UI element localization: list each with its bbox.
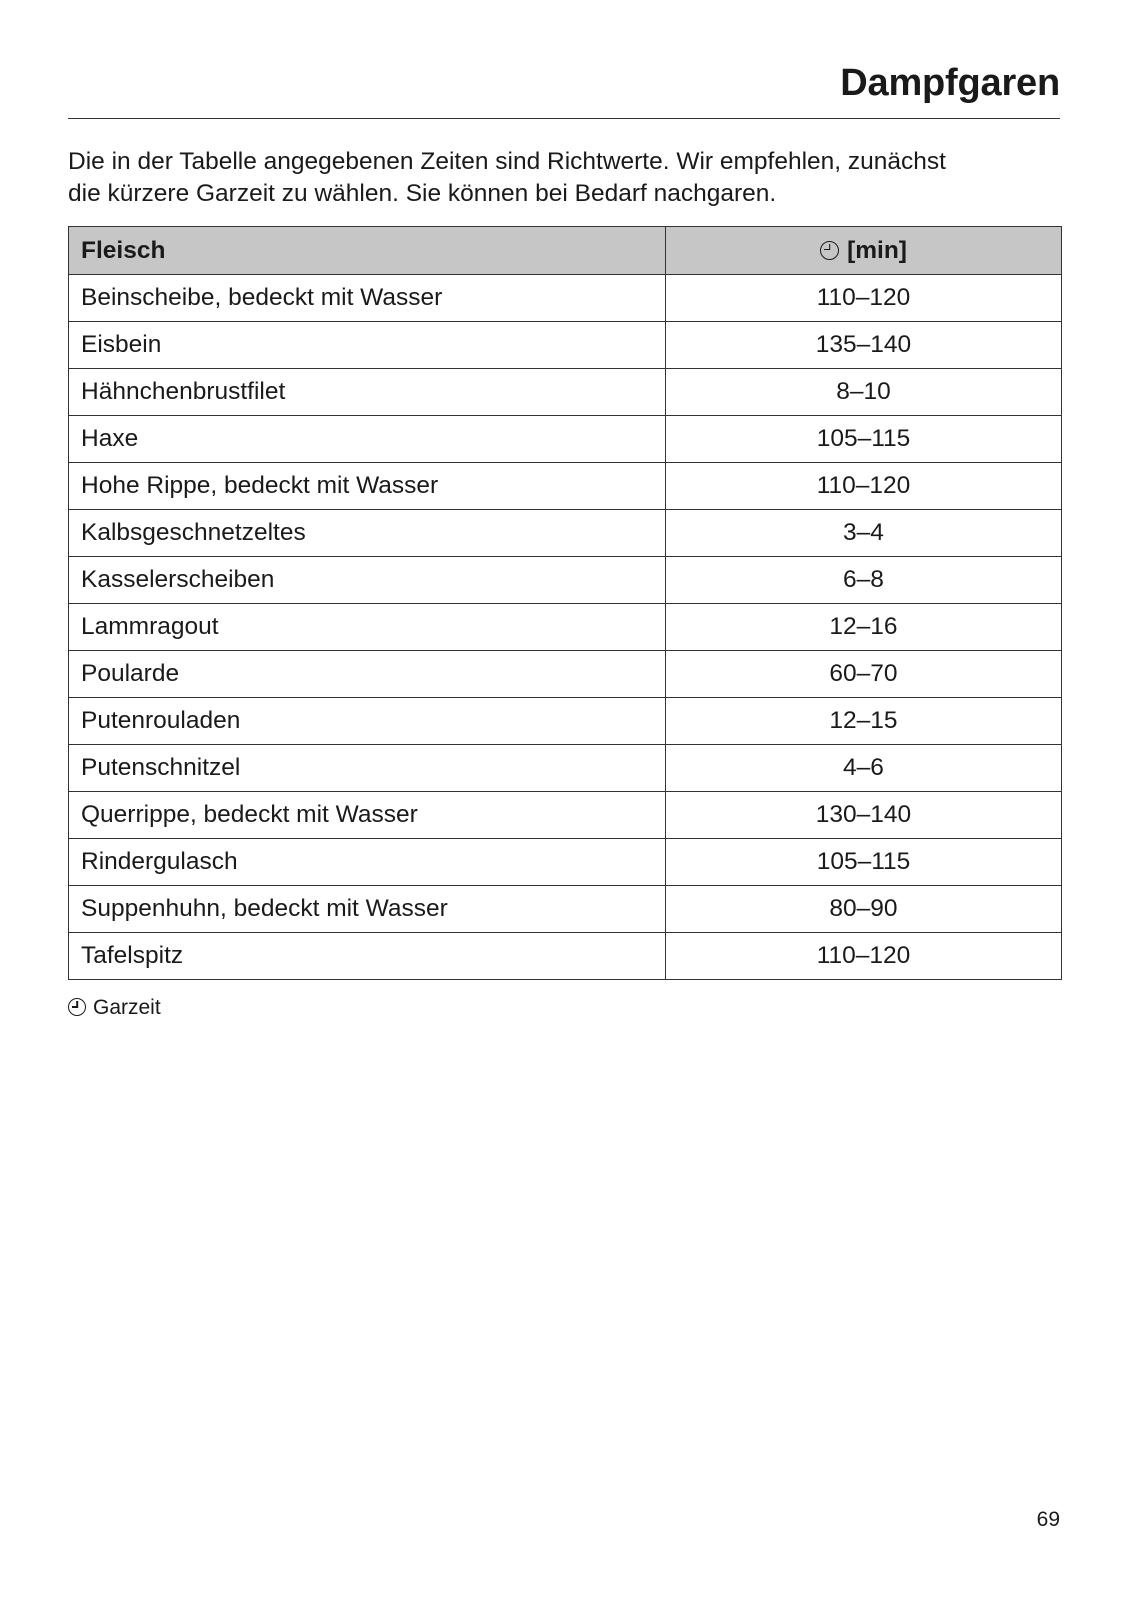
- legend-label: Garzeit: [93, 996, 161, 1019]
- table-header-row: [69, 227, 1062, 275]
- table-row: [69, 886, 1062, 933]
- cell-garzeit: 80–90: [666, 886, 1062, 933]
- cell-garzeit: 135–140: [666, 322, 1062, 369]
- cell-fleisch: Putenrouladen: [69, 698, 666, 745]
- cell-fleisch: Kasselerscheiben: [69, 557, 666, 604]
- page-number: 69: [1036, 1508, 1060, 1531]
- table-row: [69, 698, 1062, 745]
- table-row: [69, 369, 1062, 416]
- cell-garzeit: 12–15: [666, 698, 1062, 745]
- cell-garzeit: 12–16: [666, 604, 1062, 651]
- column-header-time: [666, 227, 1062, 275]
- table-row: [69, 416, 1062, 463]
- table-row: [69, 745, 1062, 792]
- cell-garzeit: 3–4: [666, 510, 1062, 557]
- cell-garzeit: 105–115: [666, 416, 1062, 463]
- cell-garzeit: 110–120: [666, 275, 1062, 322]
- table-row: [69, 604, 1062, 651]
- cell-garzeit: 6–8: [666, 557, 1062, 604]
- cell-fleisch: Putenschnitzel: [69, 745, 666, 792]
- cell-fleisch: Poularde: [69, 651, 666, 698]
- table-row: [69, 275, 1062, 322]
- cell-fleisch: Beinscheibe, bedeckt mit Wasser: [69, 275, 666, 322]
- clock-icon: [820, 241, 839, 260]
- legend: [68, 996, 161, 1020]
- cell-garzeit: 110–120: [666, 463, 1062, 510]
- cell-garzeit: 8–10: [666, 369, 1062, 416]
- intro-text: [68, 146, 1068, 210]
- table-row: [69, 463, 1062, 510]
- cell-fleisch: Hähnchenbrustfilet: [69, 369, 666, 416]
- page-title: Dampfgaren: [840, 62, 1060, 104]
- clock-icon: [68, 998, 86, 1016]
- cell-fleisch: Kalbsgeschnetzeltes: [69, 510, 666, 557]
- cell-garzeit: 60–70: [666, 651, 1062, 698]
- cell-fleisch: Tafelspitz: [69, 933, 666, 980]
- cell-garzeit: 4–6: [666, 745, 1062, 792]
- cell-fleisch: Suppenhuhn, bedeckt mit Wasser: [69, 886, 666, 933]
- cell-fleisch: Rindergulasch: [69, 839, 666, 886]
- title-divider: [68, 118, 1060, 119]
- cell-garzeit: 130–140: [666, 792, 1062, 839]
- intro-line-2: die kürzere Garzeit zu wählen. Sie können bei Bedarf nachgaren.: [68, 180, 777, 207]
- table-row: [69, 651, 1062, 698]
- column-header-fleisch: Fleisch: [69, 227, 666, 275]
- table-row: [69, 510, 1062, 557]
- cell-fleisch: Haxe: [69, 416, 666, 463]
- table-row: [69, 839, 1062, 886]
- cell-garzeit: 110–120: [666, 933, 1062, 980]
- cell-fleisch: Eisbein: [69, 322, 666, 369]
- table-row: [69, 557, 1062, 604]
- cell-fleisch: Hohe Rippe, bedeckt mit Wasser: [69, 463, 666, 510]
- cell-garzeit: 105–115: [666, 839, 1062, 886]
- column-header-time-unit: [min]: [847, 236, 907, 264]
- table-body: [69, 275, 1062, 980]
- table-row: [69, 792, 1062, 839]
- intro-line-1: Die in der Tabelle angegebenen Zeiten sind Richtwerte. Wir empfehlen, zunächst: [68, 148, 946, 175]
- cooking-times-table: [68, 226, 1062, 980]
- cell-fleisch: Lammragout: [69, 604, 666, 651]
- table-row: [69, 322, 1062, 369]
- cell-fleisch: Querrippe, bedeckt mit Wasser: [69, 792, 666, 839]
- table-row: [69, 933, 1062, 980]
